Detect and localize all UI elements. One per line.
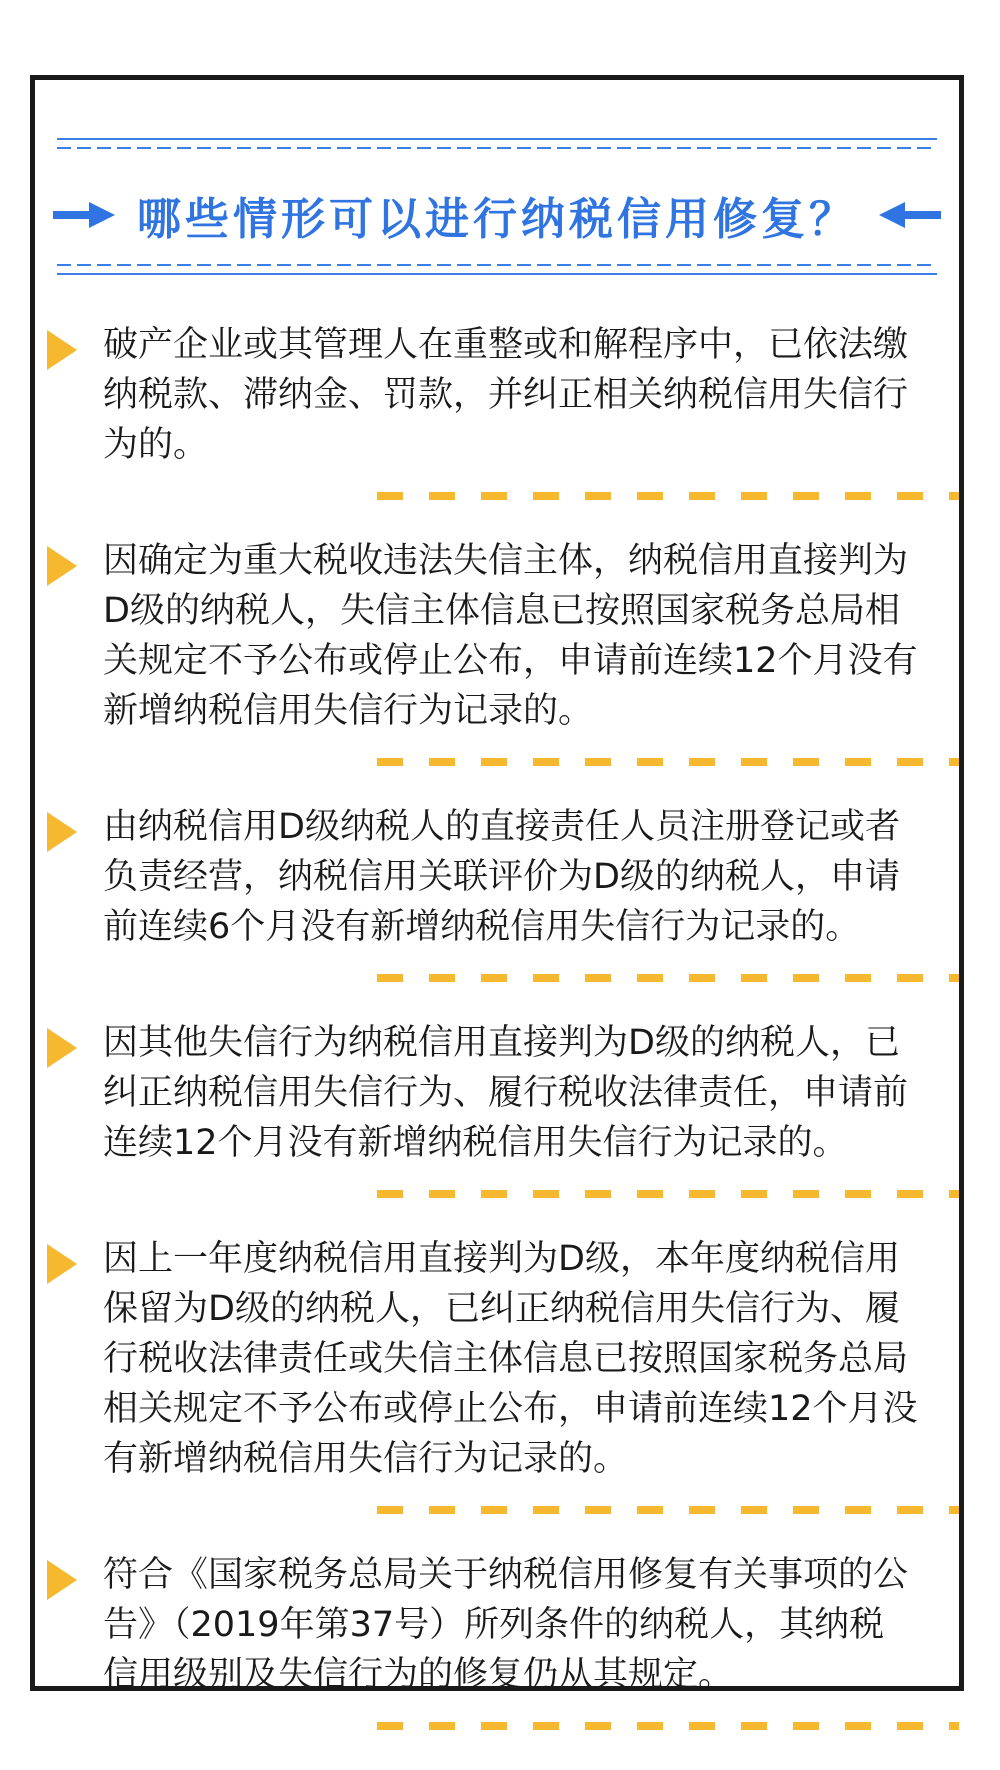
list-item-text: 因确定为重大税收违法失信主体，纳税信用直接判为D级的纳税人，失信主体信息已按照国家税务总局相关规定不予公布或停止公布，申请前连续12个月没有新增纳税信用失信行为记录的。 [103, 541, 918, 731]
list-item [47, 1018, 959, 1168]
triangle-bullet-icon [47, 330, 77, 370]
item-divider [377, 492, 959, 500]
triangle-bullet-icon [47, 546, 77, 586]
list-item-text: 因上一年度纳税信用直接判为D级，本年度纳税信用保留为D级的纳税人，已纠正纳税信用失信行为、履行税收法律责任或失信主体信息已按照国家税务总局相关规定不予公布或停止公布，申请前连续12个月没有新增纳税信用失信行为记录的。 [103, 1239, 918, 1479]
page-title: 哪些情形可以进行纳税信用修复？ [137, 194, 857, 245]
triangle-bullet-icon [47, 1028, 77, 1068]
condition-list [47, 320, 959, 1730]
triangle-bullet-icon [47, 1244, 77, 1284]
list-item [47, 802, 959, 952]
list-item [47, 1234, 959, 1484]
list-item [47, 536, 959, 736]
title-top-line [57, 138, 937, 140]
list-item [47, 320, 959, 470]
title-row [53, 178, 941, 252]
item-divider [377, 1506, 959, 1514]
title-bottom-dashes [57, 264, 937, 266]
list-item-text: 因其他失信行为纳税信用直接判为D级的纳税人，已纠正纳税信用失信行为、履行税收法律责任，申请前连续12个月没有新增纳税信用失信行为记录的。 [103, 1023, 909, 1163]
title-bottom-line [57, 273, 937, 275]
item-divider [377, 974, 959, 982]
list-item-text: 破产企业或其管理人在重整或和解程序中，已依法缴纳税款、滞纳金、罚款，并纠正相关纳税信用失信行为的。 [103, 325, 909, 465]
arrow-left-icon [879, 200, 941, 230]
triangle-bullet-icon [47, 812, 77, 852]
item-divider [377, 1722, 959, 1730]
list-item-text: 符合《国家税务总局关于纳税信用修复有关事项的公告》（2019年第37号）所列条件的纳税人，其纳税信用级别及失信行为的修复仍从其规定。 [103, 1555, 909, 1695]
title-top-dashes [57, 147, 937, 149]
list-item [47, 1550, 959, 1700]
item-divider [377, 758, 959, 766]
item-divider [377, 1190, 959, 1198]
list-item-text: 由纳税信用D级纳税人的直接责任人员注册登记或者负责经营，纳税信用关联评价为D级的纳税人，申请前连续6个月没有新增纳税信用失信行为记录的。 [103, 807, 900, 947]
triangle-bullet-icon [47, 1560, 77, 1600]
arrow-right-icon [53, 200, 115, 230]
content-frame [30, 75, 964, 1695]
